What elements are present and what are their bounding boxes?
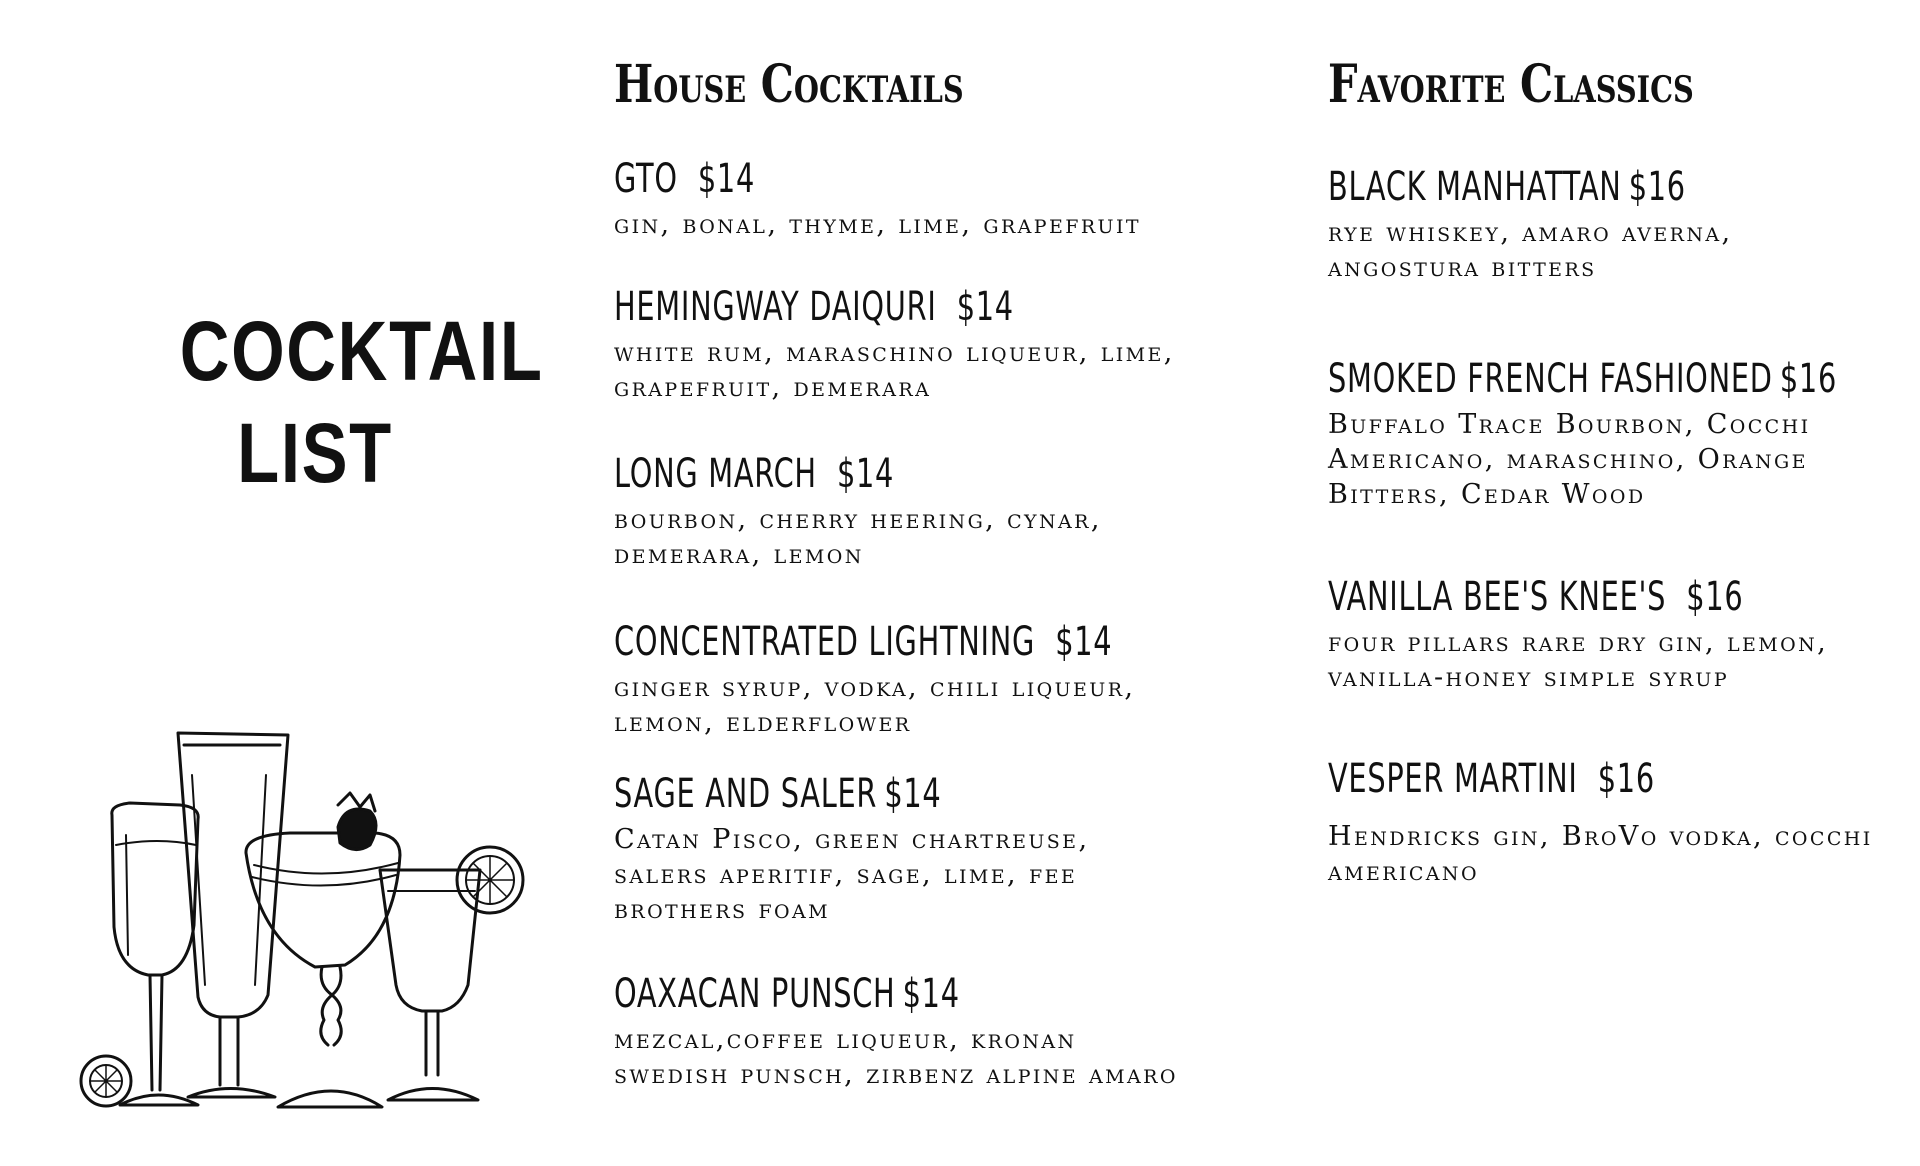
- menu-item: [1328, 355, 1888, 512]
- favorite-classics-section: [1328, 54, 1888, 887]
- menu-item-price: $16: [1779, 356, 1837, 402]
- menu-item-description: Buffalo Trace Bourbon, Cocchi Americano, maraschino, Orange Bitters, Cedar Wood: [1328, 409, 1811, 510]
- goblet-glass-icon: [246, 793, 400, 1107]
- menu-item-name: SAGE AND SALER: [614, 771, 878, 817]
- menu-item-name: SMOKED FRENCH FASHIONED: [1328, 356, 1773, 402]
- menu-item-name: VESPER MARTINI: [1328, 756, 1578, 802]
- favorite-classics-heading: Favorite Classics: [1328, 54, 1694, 115]
- menu-item: [1328, 573, 1888, 695]
- menu-item: [614, 618, 1194, 740]
- menu-item: [614, 155, 1194, 242]
- menu-item-price: $14: [697, 156, 756, 202]
- lemon-slice-icon: [81, 1056, 131, 1106]
- house-cocktails-section: [614, 54, 1194, 1090]
- page-title-line-1: COCKTAIL: [179, 304, 544, 398]
- menu-item-description: Catan Pisco, green chartreuse, salers aperitif, sage, lime, fee brothers foam: [614, 824, 1090, 925]
- menu-item: [614, 970, 1194, 1092]
- menu-item-name: VANILLA BEE'S KNEE'S: [1328, 574, 1667, 620]
- wine-glass-icon: [112, 803, 198, 1105]
- menu-item-price: $14: [836, 451, 895, 497]
- menu-item-description: bourbon, cherry heering, cynar, demerara, lemon: [614, 504, 1102, 570]
- menu-item-description: four pillars rare dry gin, lemon, vanilla-honey simple syrup: [1328, 627, 1829, 693]
- menu-item: [614, 450, 1194, 572]
- menu-item-price: $14: [902, 971, 960, 1017]
- menu-item-description: mezcal,coffee liqueur, kronan swedish punsch, zirbenz alpine amaro: [614, 1024, 1178, 1090]
- menu-item-name: CONCENTRATED LIGHTNING: [614, 619, 1036, 665]
- house-cocktails-heading: House Cocktails: [614, 54, 964, 115]
- menu-item-name: HEMINGWAY DAIQURI: [614, 284, 937, 330]
- menu-item-name: OAXACAN PUNSCH: [614, 971, 896, 1017]
- menu-item-description: gin, bonal, thyme, lime, grapefruit: [614, 209, 1141, 240]
- menu-item-name: LONG MARCH: [614, 451, 817, 497]
- menu-item: [1328, 163, 1888, 285]
- menu-item-description: Hendricks gin, BroVo vodka, cocchi americano: [1328, 821, 1873, 887]
- menu-item: [614, 770, 1194, 927]
- menu-item-price: $16: [1597, 756, 1655, 802]
- page-title-line-2: LIST: [237, 406, 393, 500]
- coupe-glass-icon: [380, 847, 523, 1100]
- menu-item-name: BLACK MANHATTAN: [1328, 164, 1622, 210]
- menu-item-name: GTO: [614, 156, 678, 202]
- page-title: [179, 300, 544, 504]
- menu-item-description: white rum, maraschino liqueur, lime, grapefruit, demerara: [614, 337, 1175, 403]
- menu-item-price: $14: [1055, 619, 1113, 665]
- menu-item-price: $16: [1628, 164, 1686, 210]
- menu-item-price: $14: [956, 284, 1014, 330]
- menu-item-price: $14: [884, 771, 942, 817]
- menu-item-description: ginger syrup, vodka, chili liqueur, lemon, elderflower: [614, 672, 1136, 738]
- menu-item-price: $16: [1686, 574, 1744, 620]
- cocktail-glasses-illustration-icon: [70, 715, 570, 1115]
- menu-item-description: rye whiskey, amaro averna, angostura bitters: [1328, 217, 1733, 283]
- menu-item: [614, 283, 1194, 405]
- menu-item: [1328, 755, 1888, 889]
